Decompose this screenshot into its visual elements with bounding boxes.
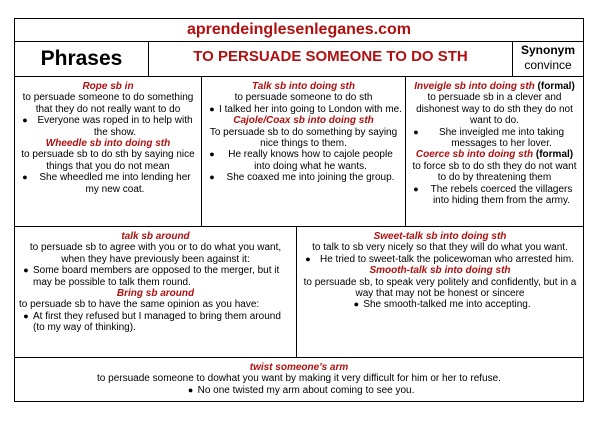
definition: to persuade someone to do something that they do not really want to do [22,92,194,115]
bullet-icon: ● [209,172,215,183]
twist-arm-cell [15,358,583,401]
definition: to talk to sb very nicely so that they will do what you want. [312,242,568,254]
bullet-icon: ● [305,253,311,264]
bullet-icon: ● [23,265,29,276]
example: ● She coaxed me into joining the group. [205,172,402,183]
rope-wheedle-cell [15,77,202,227]
definition: to persuade sb, to speak very politely and confidently, but in a way that may not be honest or sincere [303,276,577,300]
phrase-heading: talk sb around [121,231,190,242]
example: ● He tried to sweet-talk the policewoman who arrested him. [301,254,579,265]
synonym-value: convince [524,58,572,72]
example: ● No one twisted my arm about coming to see you. [21,385,577,396]
example: ● I talked her into going to London with me. [205,104,402,115]
synonym-label: Synonym [520,43,575,57]
example: ● He really knows how to cajole people into doing what he wants. [205,149,402,172]
talk-bring-around-cell [15,227,297,358]
definition: to force sb to do sth they do not want to do by threatening them [412,160,577,184]
bullet-icon: ● [413,126,419,137]
bullet-icon: ● [22,115,28,126]
example: ● Everyone was roped in to help with the show. [18,115,198,138]
synonym-box [513,41,583,77]
phrases-label: Phrases [15,41,149,77]
phrase-heading: Smooth-talk sb into doing sth [369,265,511,277]
phrases-card [14,18,584,402]
phrase-heading: Inveigle sb into doing sth (formal) [414,81,575,92]
site-title: aprendeinglesenleganes.com [15,19,583,42]
example: ● At first they refused but I managed to bring them around (to my way of thinking). [19,311,292,334]
definition: to persuade someone to do sth [234,92,373,104]
talk-cajole-cell [202,77,406,227]
example: ● She inveigled me into taking messages to her lover. [409,127,580,150]
bullet-icon: ● [353,299,360,310]
definition: to persuade sb to do sth by saying nice things that you do not mean [21,149,195,172]
example: ● She smooth-talked me into accepting. [301,299,579,310]
bullet-icon: ● [413,183,419,194]
topic-title: TO PERSUADE SOMEONE TO DO STH [149,41,513,77]
definition: to persuade someone to dowhat you want by making it very difficult for him or her to refuse. [97,373,501,385]
example: ● The rebels coerced the villagers into hiding them from the army. [409,184,580,207]
definition: to persuade sb to have the same opinion as you have: [19,299,260,311]
example: ● She wheedled me into lending her my new coat. [18,172,198,195]
example: ● Some board members are opposed to the merger, but it may be possible to talk them round. [19,265,292,288]
phrase-heading: Cajole/Coax sb into doing sth [233,115,374,127]
definition: to persuade sb to agree with you or to do what you want, when they have previously been against it: [29,242,282,265]
formal-note: (formal) [537,81,575,92]
bullet-icon: ● [22,172,28,183]
sweet-smooth-talk-cell [297,227,583,358]
bullet-icon: ● [209,103,215,114]
phrase-heading: Bring sb around [116,288,195,300]
inveigle-coerce-cell [406,77,583,227]
phrase-heading: Wheedle sb into doing sth [45,138,171,150]
formal-note: (formal) [535,149,574,161]
phrase-heading: Sweet-talk sb into doing sth [373,231,507,242]
bullet-icon: ● [23,310,29,321]
definition: To persuade sb to do something by saying nice things to them. [209,126,398,150]
definition: to persuade sb in a clever and dishonest way to do sth they do not want to do. [416,92,573,127]
bullet-icon: ● [187,384,194,395]
phrase-heading: Rope sb in [82,81,134,92]
bullet-icon: ● [209,149,215,160]
phrase-heading: twist someone's arm [249,362,349,373]
phrase-heading: Talk sb into doing sth [252,81,355,92]
phrase-heading: Coerce sb into doing sth (formal) [415,149,574,161]
